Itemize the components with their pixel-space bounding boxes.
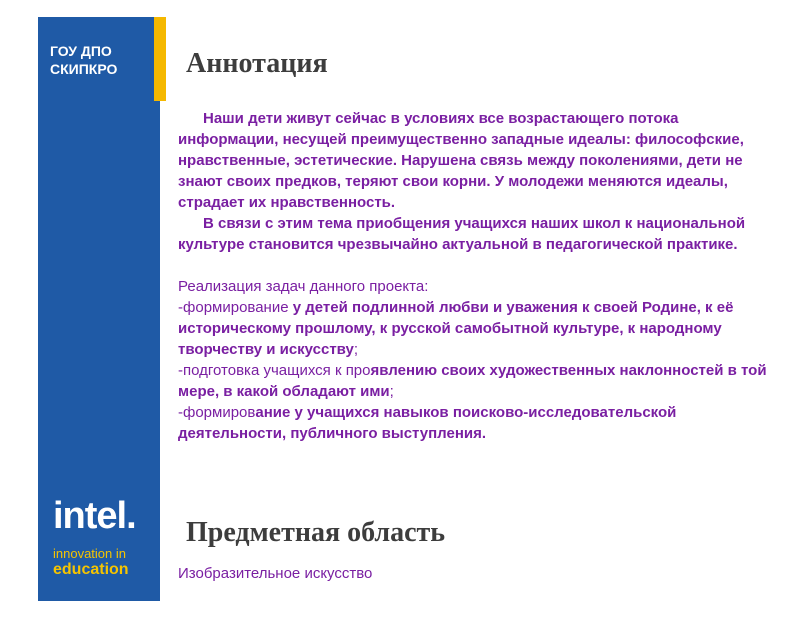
task3-part-b: ание у учащихся навыков поисково-исследовательской деятельности, публичного выступления. bbox=[178, 404, 677, 442]
task2-part-d: ; bbox=[389, 383, 394, 400]
task1-part-d: ; bbox=[353, 341, 359, 358]
task2-part-b: одготовка учащихся к про bbox=[191, 362, 371, 379]
accent-bar bbox=[154, 17, 166, 101]
task3-part-a: -формиров bbox=[178, 404, 256, 421]
task2-part-c: явлению своих художественных наклонностей в той мере, в какой обладают ими bbox=[178, 362, 767, 400]
tasks-intro: Реализация задач данного проекта: bbox=[178, 278, 429, 295]
org-line-2: СКИПКРО bbox=[50, 61, 118, 77]
task1-part-b: рмирование bbox=[203, 299, 289, 316]
annotation-paragraph-2: В связи с этим тема приобщения учащихся наших школ к национальной культуре становится чрезвычайно актуальной в педагогической практике. bbox=[178, 215, 746, 253]
task1-part-a: -фо bbox=[178, 299, 204, 316]
subject-heading: Предметная область bbox=[186, 517, 446, 548]
task-item-2 bbox=[178, 360, 768, 402]
tagline-line-2: education bbox=[53, 561, 129, 578]
spacer bbox=[178, 255, 768, 276]
annotation-body bbox=[178, 108, 768, 444]
org-line-1: ГОУ ДПО bbox=[50, 43, 112, 59]
annotation-heading: Аннотация bbox=[186, 48, 328, 79]
intel-logo: intel. bbox=[53, 495, 136, 537]
task2-part-a: -п bbox=[178, 362, 192, 379]
organization-name bbox=[50, 42, 117, 78]
intel-tagline bbox=[53, 547, 129, 578]
task-item-1 bbox=[178, 297, 768, 360]
task1-part-c: у детей подлинной любви и уважения к своей Родине, к её историческому прошлому, к русской самобытной культуре, к народному творчеству и искусству bbox=[178, 299, 734, 358]
tagline-line-1: innovation in bbox=[53, 546, 126, 561]
task-item-3 bbox=[178, 402, 768, 444]
annotation-paragraph-1: Наши дети живут сейчас в условиях все возрастающего потока информации, несущей преимущественно западные идеалы: философские, нравственные, эстетические. Нарушена связь между поколениями, дети не знают своих предков, теряют свои корни. У молодежи меняются идеалы, страдает их нравственность. bbox=[178, 110, 744, 211]
subject-value: Изобразительное искусство bbox=[178, 565, 373, 582]
